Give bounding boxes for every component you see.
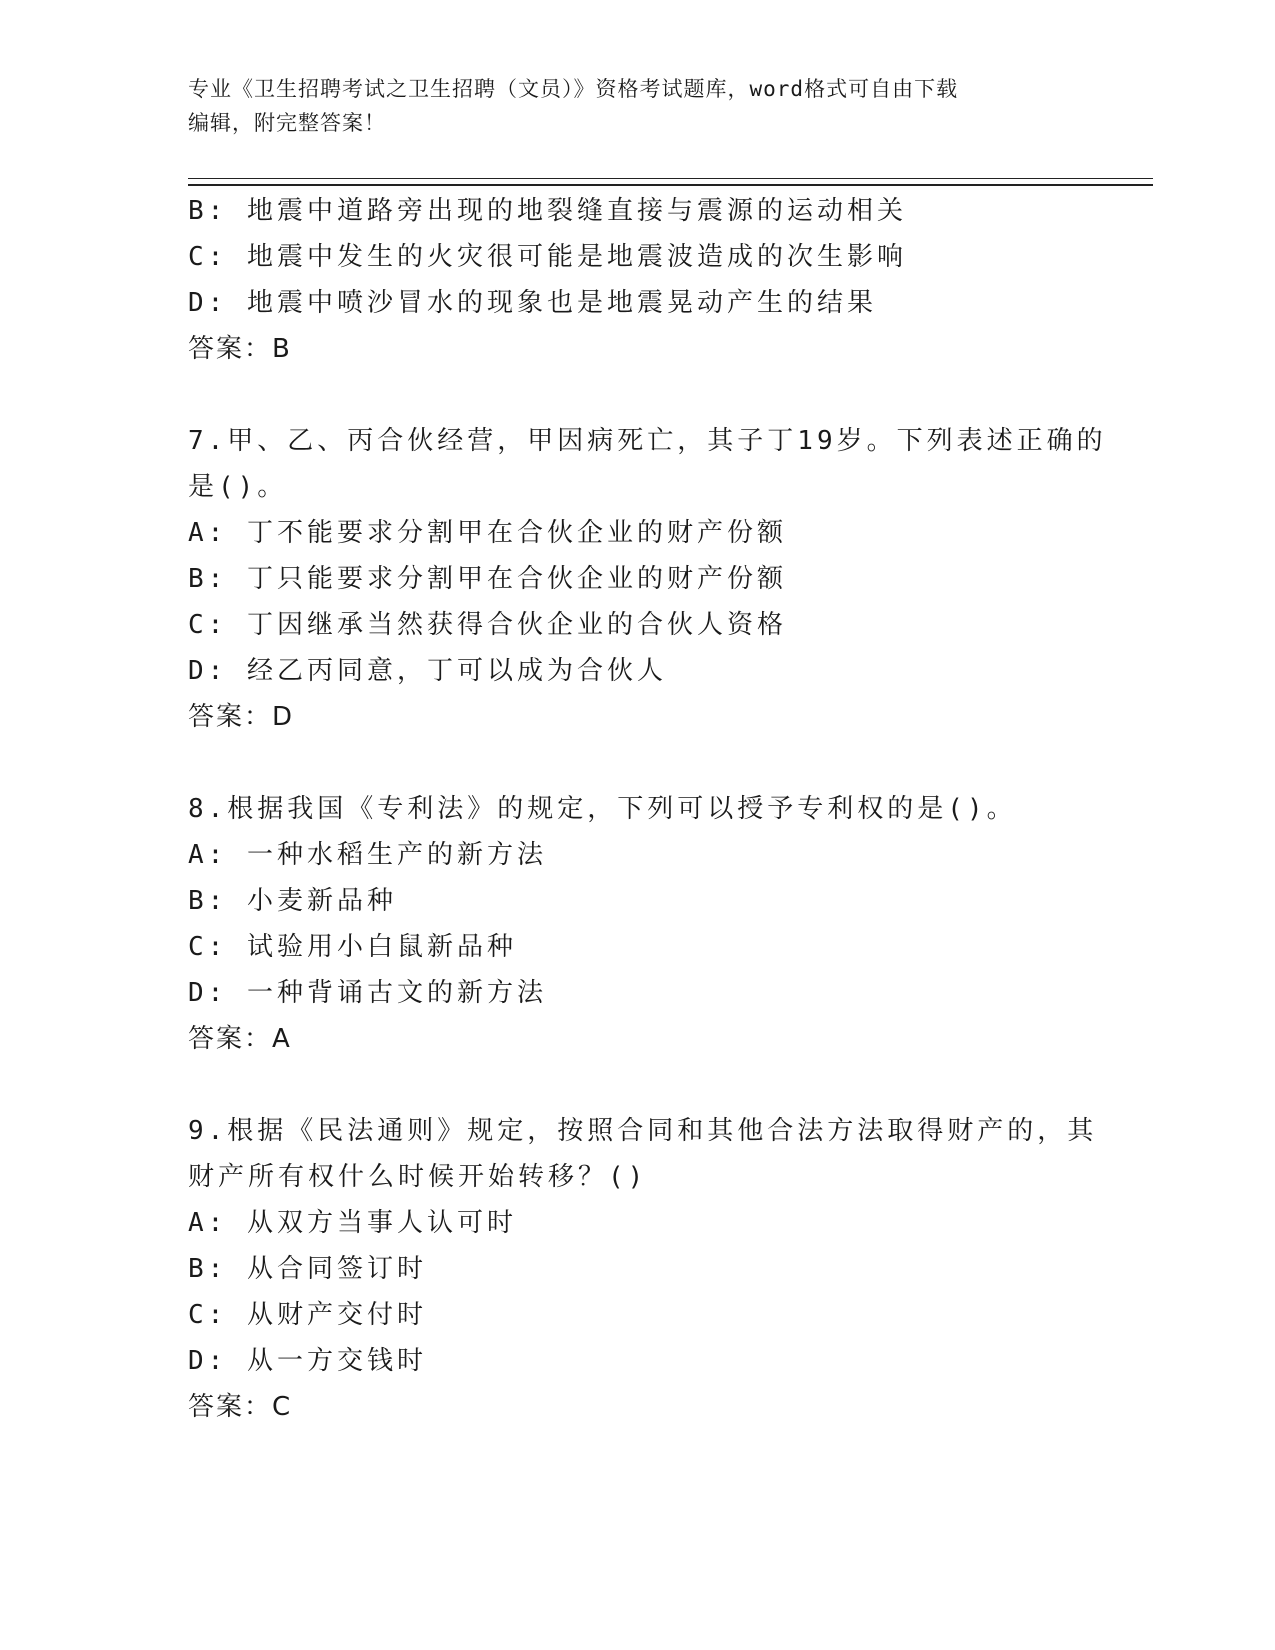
option-d: D: 从一方交钱时: [188, 1346, 427, 1376]
header-rule-thick: [188, 184, 1153, 186]
question-stem: 8.根据我国《专利法》的规定，下列可以授予专利权的是()。: [188, 794, 1017, 824]
option-b: B: 丁只能要求分割甲在合伙企业的财产份额: [188, 564, 787, 594]
question-7: [188, 418, 1148, 740]
option-c: C: 地震中发生的火灾很可能是地震波造成的次生影响: [188, 242, 907, 272]
question-list: [188, 188, 1148, 1430]
answer: 答案：B: [188, 334, 292, 364]
question-stem-continued: 财产所有权什么时候开始转移？(): [188, 1162, 648, 1192]
question-stem: 7.甲、乙、丙合伙经营，甲因病死亡，其子丁19岁。下列表述正确的: [188, 426, 1107, 456]
option-a: A: 从双方当事人认可时: [188, 1208, 517, 1238]
question-6-continued: [188, 188, 1148, 372]
header-line-2: 编辑，附完整答案！: [188, 111, 386, 135]
question-8: [188, 786, 1148, 1062]
option-d: D: 经乙丙同意，丁可以成为合伙人: [188, 656, 667, 686]
header-line-1: 专业《卫生招聘考试之卫生招聘（文员）》资格考试题库，word格式可自由下载: [188, 77, 959, 101]
answer: 答案：A: [188, 1024, 292, 1054]
answer: 答案：D: [188, 702, 295, 732]
spacer: [188, 740, 1148, 786]
option-a: A: 一种水稻生产的新方法: [188, 840, 547, 870]
document-header: [188, 72, 1068, 140]
option-c: C: 从财产交付时: [188, 1300, 427, 1330]
option-c: C: 试验用小白鼠新品种: [188, 932, 517, 962]
question-stem-continued: 是()。: [188, 472, 288, 502]
option-b: B: 地震中道路旁出现的地裂缝直接与震源的运动相关: [188, 196, 907, 226]
question-stem: 9.根据《民法通则》规定，按照合同和其他合法方法取得财产的，其: [188, 1116, 1098, 1146]
option-b: B: 小麦新品种: [188, 886, 397, 916]
option-c: C: 丁因继承当然获得合伙企业的合伙人资格: [188, 610, 787, 640]
option-b: B: 从合同签订时: [188, 1254, 427, 1284]
question-9: [188, 1108, 1148, 1430]
spacer: [188, 1062, 1148, 1108]
option-a: A: 丁不能要求分割甲在合伙企业的财产份额: [188, 518, 787, 548]
option-d: D: 一种背诵古文的新方法: [188, 978, 547, 1008]
answer: 答案：C: [188, 1392, 293, 1422]
header-rule-thin: [188, 178, 1153, 179]
option-d: D: 地震中喷沙冒水的现象也是地震晃动产生的结果: [188, 288, 877, 318]
spacer: [188, 372, 1148, 418]
